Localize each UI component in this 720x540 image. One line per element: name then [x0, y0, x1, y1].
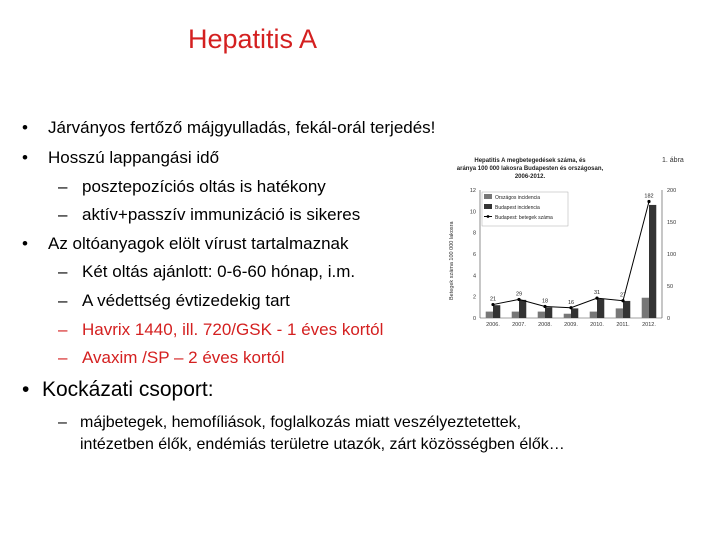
chart-title-line: Hepatitis A megbetegedések száma, és	[474, 158, 586, 164]
bullet-text: posztepozíciós oltás is hatékony	[82, 177, 326, 196]
bar	[538, 312, 545, 318]
data-label: 31	[593, 290, 601, 297]
chart-title-line: aránya 100 000 lakosra Budapesten és országosan,	[456, 166, 604, 172]
bullet-marker: –	[58, 414, 67, 431]
right-tick-label: 100	[667, 252, 677, 258]
data-label: 182	[644, 193, 654, 200]
bullet-marker: •	[22, 148, 28, 167]
incidence-chart	[440, 150, 702, 330]
bar	[590, 312, 597, 318]
bullet-item	[22, 148, 220, 168]
bar	[564, 314, 571, 318]
data-point	[491, 303, 494, 306]
sub-bullet-item	[58, 413, 522, 433]
bullet-item	[22, 118, 436, 138]
bar	[597, 299, 604, 318]
sub-bullet-item	[58, 291, 290, 311]
sub-bullet-item	[58, 205, 361, 225]
category-label: 2011.	[616, 322, 630, 328]
bar	[623, 301, 630, 318]
data-label: 21	[489, 296, 497, 303]
bar	[545, 307, 552, 318]
legend-swatch-dot	[487, 215, 490, 218]
bar	[493, 305, 500, 318]
left-tick-label: 10	[469, 209, 476, 216]
left-tick-label: 12	[469, 188, 476, 194]
bar	[512, 312, 519, 318]
right-tick-label: 50	[667, 284, 674, 290]
bullet-text: Avaxim /SP – 2 éves kortól	[82, 348, 285, 367]
left-tick-label: 8	[472, 230, 476, 237]
bullet-marker: –	[58, 205, 68, 224]
bullet-text: Két oltás ajánlott: 0-6-60 hónap, i.m.	[82, 262, 356, 281]
category-label: 2006.	[486, 322, 500, 328]
data-label: 18	[541, 298, 549, 305]
sub-bullet-item	[58, 348, 285, 368]
sub-bullet-item	[58, 177, 326, 197]
bullet-text: Az oltóanyagok elölt vírust tartalmaznak	[48, 234, 349, 253]
data-label: 29	[515, 291, 523, 298]
left-tick-label: 2	[472, 294, 476, 301]
bullet-text: májbetegek, hemofíliások, foglalkozás miatt veszélyeztetettek,	[80, 414, 522, 431]
sub-bullet-item	[58, 262, 356, 282]
legend-label: Országos incidencia	[495, 195, 541, 201]
legend-swatch	[484, 204, 492, 209]
bar	[486, 312, 493, 318]
bullet-marker: –	[58, 262, 68, 281]
bullet-marker: –	[58, 291, 68, 310]
bar	[642, 298, 649, 318]
left-tick-label: 4	[472, 273, 476, 280]
category-label: 2012.	[642, 322, 656, 328]
bar	[519, 300, 526, 318]
bullet-marker: –	[58, 348, 68, 367]
category-label: 2007.	[512, 322, 526, 328]
left-tick-label: 0	[472, 316, 476, 322]
bullet-marker: •	[22, 378, 30, 401]
data-label: 27	[619, 292, 627, 299]
left-tick-label: 6	[472, 252, 476, 258]
bullet-text: Hosszú lappangási idő	[48, 148, 220, 167]
data-point	[517, 298, 520, 301]
bullet-marker: •	[22, 118, 28, 137]
data-label: 16	[567, 299, 575, 306]
figure-tag: 1. ábra	[662, 157, 684, 164]
bullet-marker: –	[58, 320, 68, 339]
legend-label: Budapest: betegek száma	[495, 215, 553, 221]
bullet-marker: •	[22, 234, 28, 253]
data-point	[621, 299, 624, 302]
category-label: 2009.	[564, 322, 578, 328]
right-tick-label: 200	[667, 188, 677, 194]
right-tick-label: 150	[667, 220, 677, 226]
bar	[571, 308, 578, 318]
slide-title: Hepatitis A	[188, 24, 318, 54]
sub-bullet-item	[58, 320, 384, 340]
data-point	[569, 306, 572, 309]
bar	[616, 308, 623, 318]
bullet-item	[22, 234, 349, 254]
bullet-text: Járványos fertőző májgyulladás, fekál-orál terjedés!	[48, 118, 436, 137]
legend-swatch	[484, 194, 492, 199]
bullet-text: Kockázati csoport:	[42, 378, 214, 401]
legend-label: Budapest incidencia	[495, 205, 540, 211]
chart-title-line: 2006-2012.	[514, 174, 546, 180]
bullet-text: intézetben élők, endémiás területre utazók, zárt közösségben élők…	[80, 436, 565, 453]
bullet-marker: –	[58, 177, 68, 196]
data-point	[595, 297, 598, 300]
data-point	[647, 200, 650, 203]
bar	[649, 205, 656, 318]
category-label: 2010.	[590, 322, 604, 328]
bullet-text: aktív+passzív immunizáció is sikeres	[82, 205, 361, 224]
bullet-text: Havrix 1440, ill. 720/GSK - 1 éves kortól	[82, 320, 384, 339]
bullet-text: A védettség évtizedekig tart	[82, 291, 290, 310]
right-tick-label: 0	[667, 316, 671, 322]
bullet-item	[22, 378, 214, 402]
data-point	[543, 305, 546, 308]
category-label: 2008.	[538, 322, 552, 328]
left-axis-label: Betegek száma 100 000 lakosra	[449, 221, 455, 300]
